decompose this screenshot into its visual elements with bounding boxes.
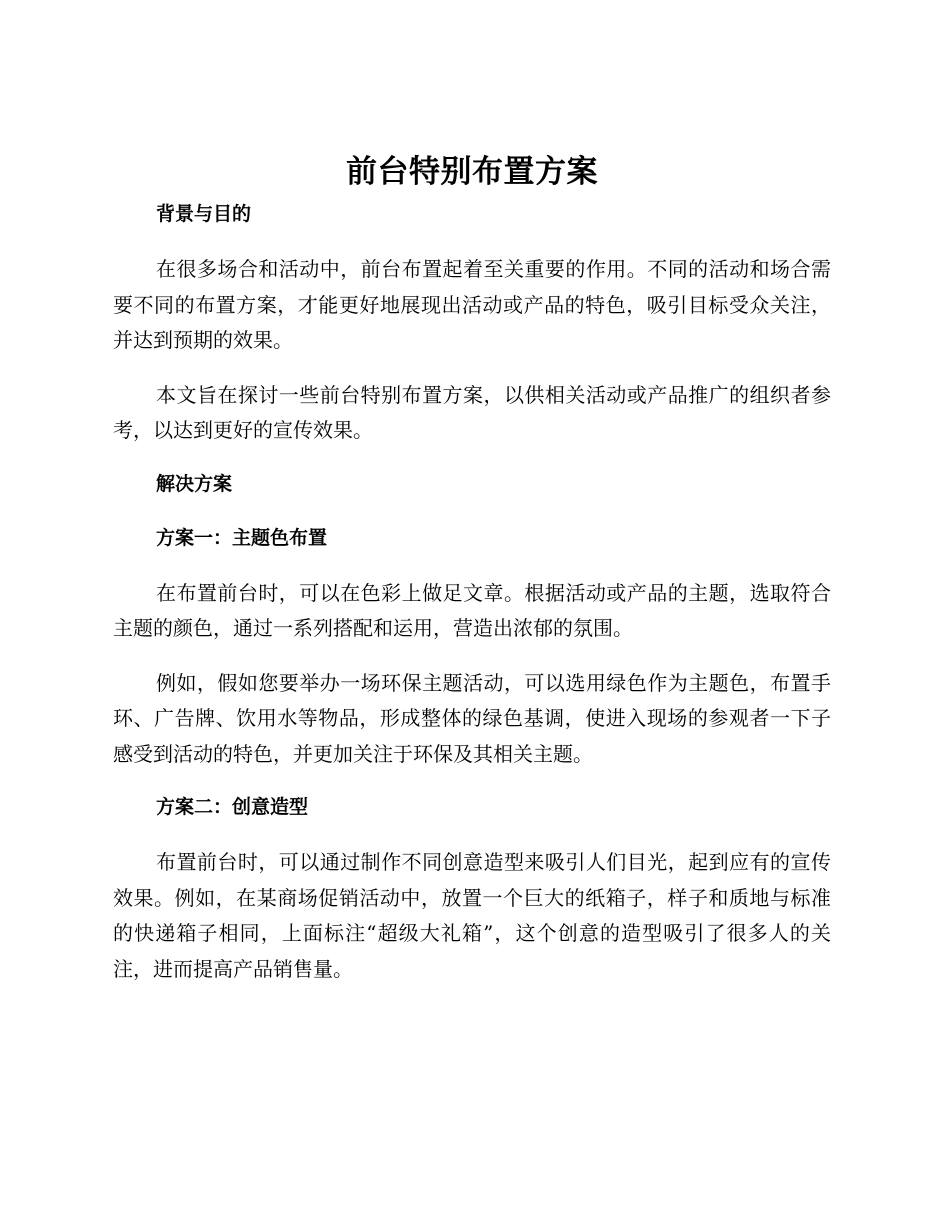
spacer [113,823,831,845]
heading-solutions: 解决方案 [156,472,233,495]
paragraph-plan-2-1: 布置前台时，可以通过制作不同创意造型来吸引人们目光，起到应有的宣传效果。例如，在某商场促销活动中，放置一个巨大的纸箱子，样子和质地与标准的快递箱子相同，上面标注“超级大礼箱”，这个创意的造型吸引了很多人的关注，进而提高产品销售量。 [113,850,831,981]
spacer [113,500,831,522]
spacer [113,772,831,791]
document-page [113,150,831,987]
paragraph-plan-1-1: 在布置前台时，可以在色彩上做足文章。根据活动或产品的主题，选取符合主题的颜色，通过一系列搭配和运用，营造出浓郁的氛围。 [113,580,831,640]
heading-plan-2: 方案二：创意造型 [156,796,309,818]
heading-plan-1: 方案一：主题色布置 [156,526,328,549]
spacer [113,359,831,378]
paragraph-background-2: 本文旨在探讨一些前台特别布置方案，以供相关活动或产品推广的组织者参考，以达到更好的宣传效果。 [113,382,831,442]
spacer [113,230,831,252]
paragraph-background-1: 在很多场合和活动中，前台布置起着至关重要的作用。不同的活动和场合需要不同的布置方案，才能更好地展现出活动或产品的特色，吸引目标受众关注，并达到预期的效果。 [113,257,831,352]
spacer [113,554,831,576]
spacer [113,647,831,666]
spacer [113,449,831,468]
paragraph-plan-1-2: 例如，假如您要举办一场环保主题活动，可以选用绿色作为主题色，布置手环、广告牌、饮用水等物品，形成整体的绿色基调，使进入现场的参观者一下子感受到活动的特色，并更加关注于环保及其相关主题。 [113,670,831,766]
heading-background: 背景与目的 [156,203,252,225]
document-title: 前台特别布置方案 [346,154,598,190]
